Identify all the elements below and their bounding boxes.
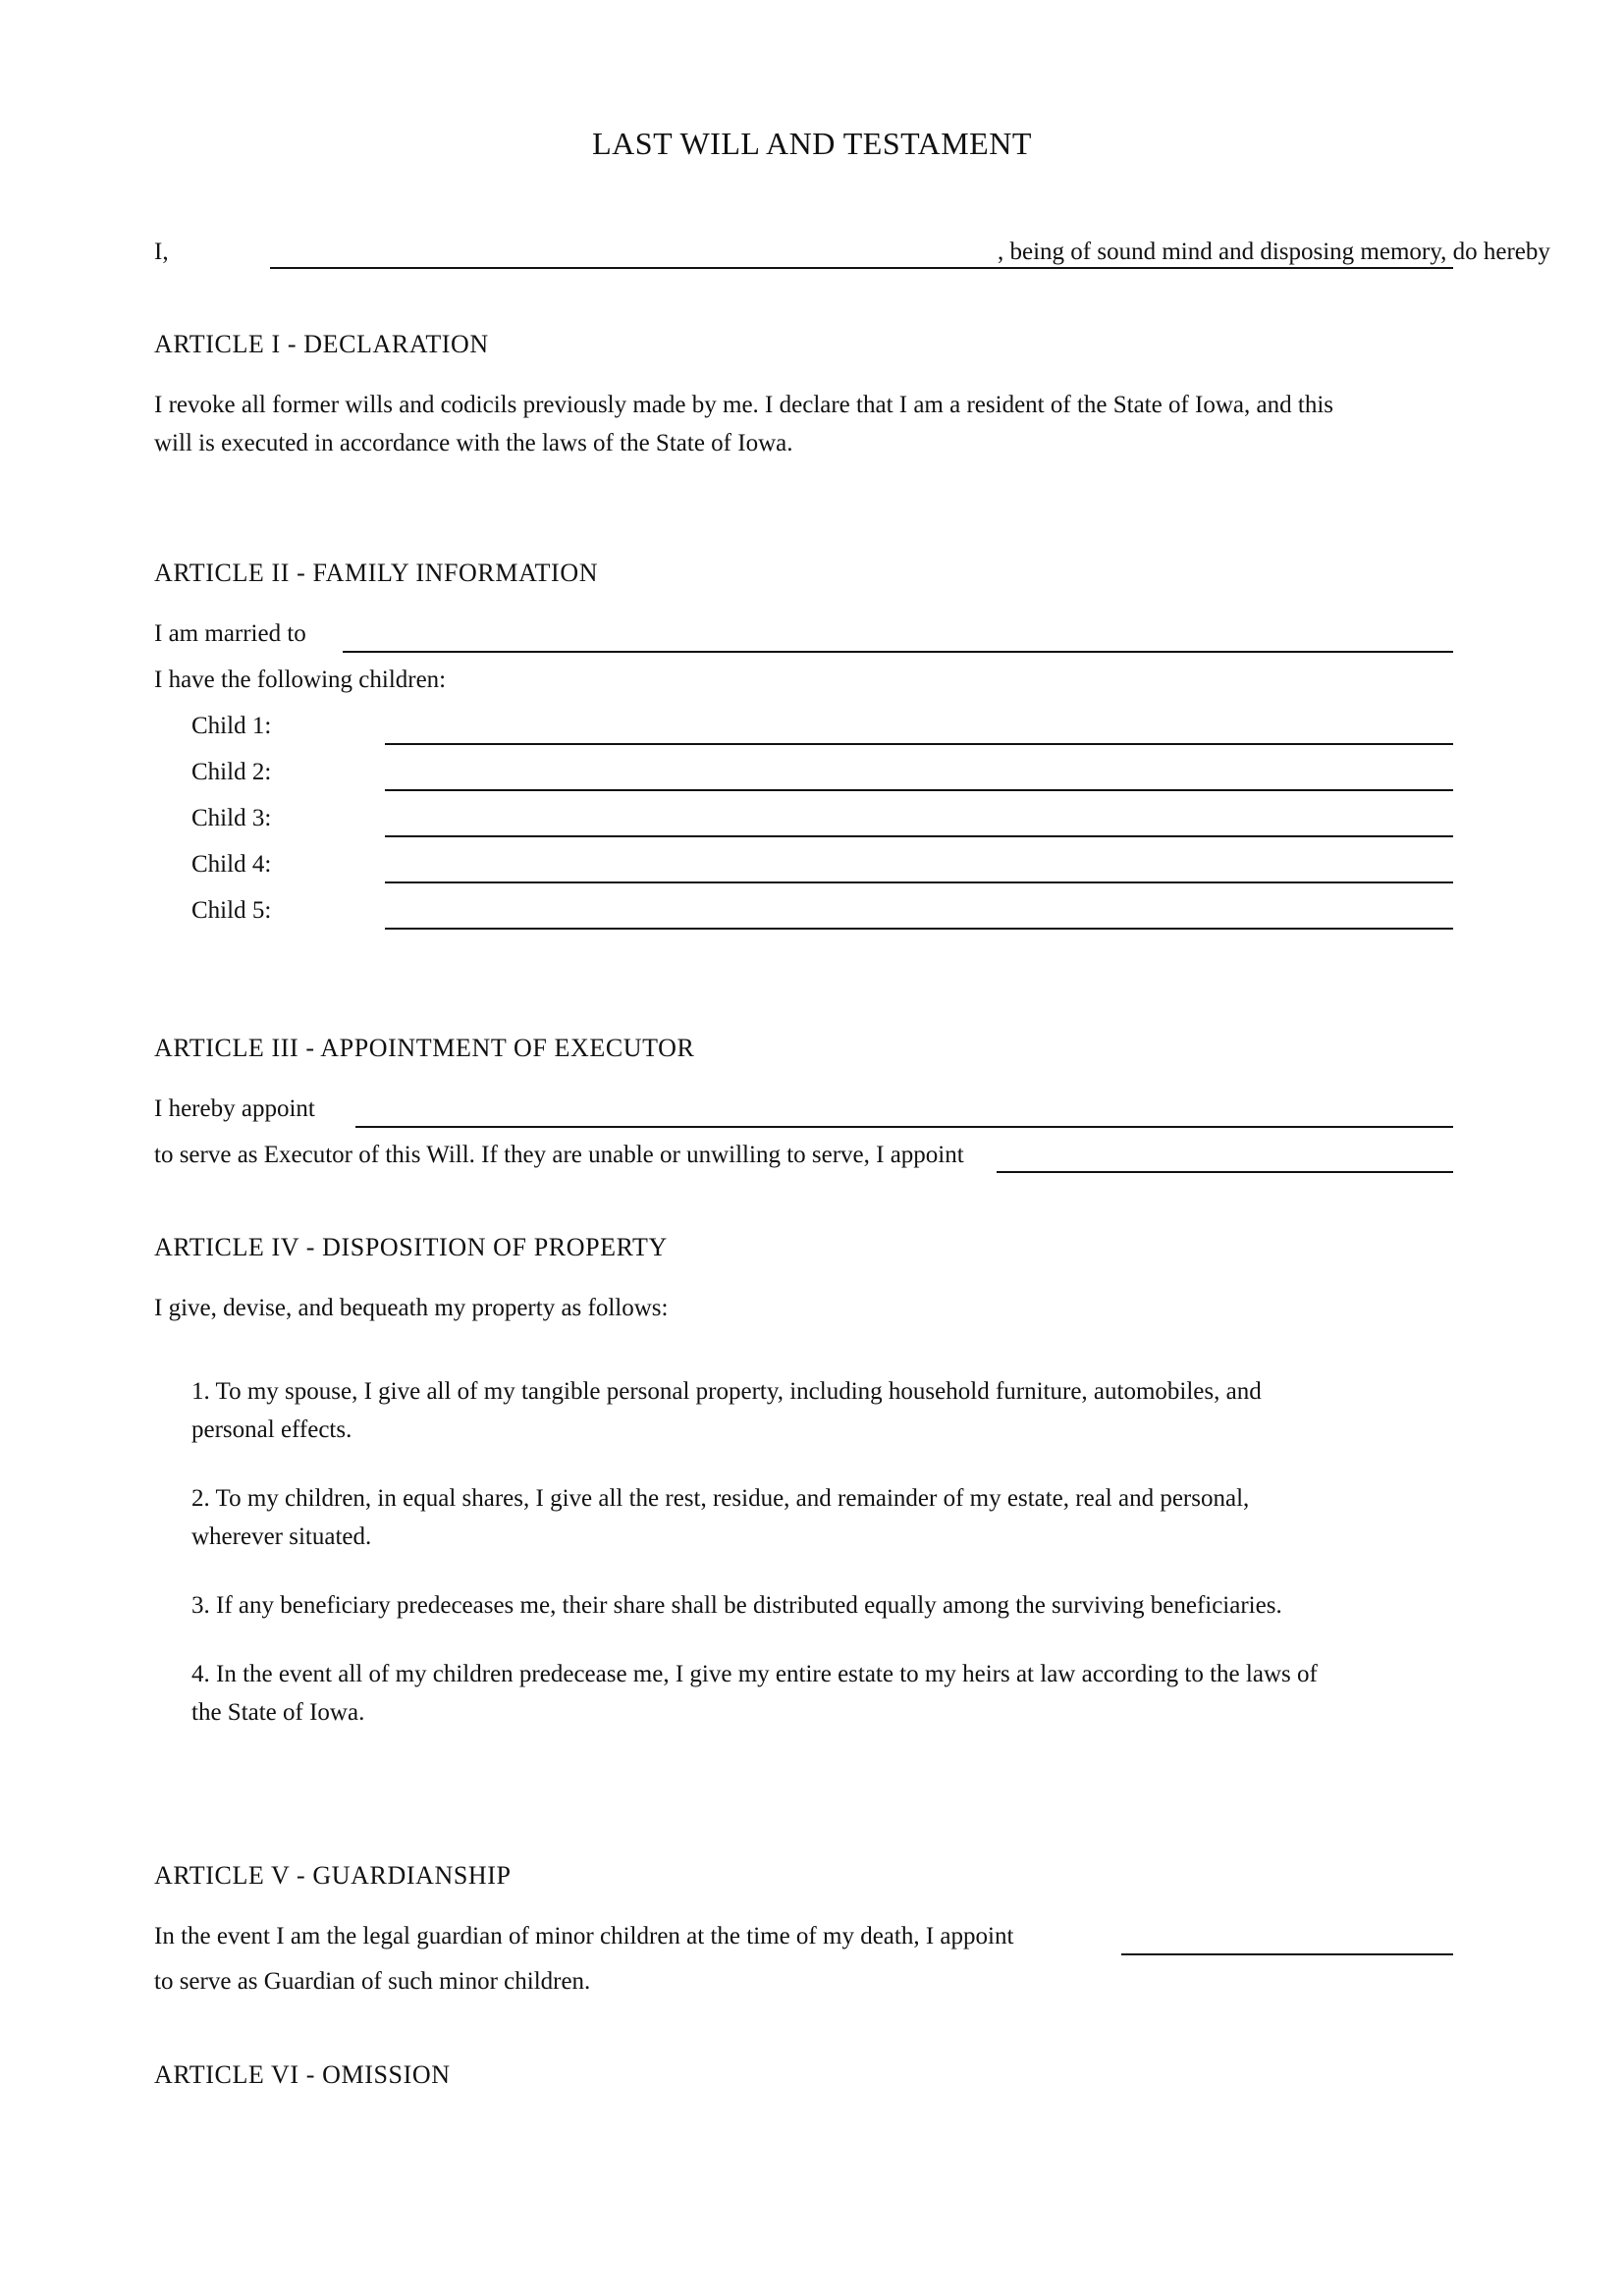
- children-label: I have the following children:: [154, 667, 447, 693]
- child-4-field[interactable]: [385, 881, 1453, 883]
- married-label: I am married to: [154, 620, 306, 647]
- document-title: LAST WILL AND TESTAMENT: [592, 126, 1032, 161]
- spouse-name-field[interactable]: [343, 651, 1453, 653]
- article-4-intro: I give, devise, and bequeath my property as follows:: [154, 1295, 669, 1321]
- child-2-label: Child 2:: [191, 759, 272, 785]
- appoint-executor-label: I hereby appoint: [154, 1095, 315, 1122]
- intro-suffix: , being of sound mind and disposing memory, do hereby: [998, 239, 1550, 265]
- article-3-heading: ARTICLE III - APPOINTMENT OF EXECUTOR: [154, 1034, 695, 1062]
- bequest-4-line-1: 4. In the event all of my children predecease me, I give my entire estate to my heirs at law according to the laws of: [191, 1661, 1318, 1687]
- article-5-heading: ARTICLE V - GUARDIANSHIP: [154, 1861, 512, 1890]
- bequest-3-line-1: 3. If any beneficiary predeceases me, their share shall be distributed equally among the surviving beneficiaries.: [191, 1592, 1282, 1619]
- bequest-1-line-2: personal effects.: [191, 1416, 352, 1443]
- article-1-text-line-2: will is executed in accordance with the laws of the State of Iowa.: [154, 430, 793, 456]
- executor-name-field[interactable]: [355, 1126, 1453, 1128]
- child-3-label: Child 3:: [191, 805, 272, 831]
- child-2-field[interactable]: [385, 789, 1453, 791]
- article-4-heading: ARTICLE IV - DISPOSITION OF PROPERTY: [154, 1233, 668, 1261]
- bequest-2-line-1: 2. To my children, in equal shares, I give all the rest, residue, and remainder of my estate, real and personal,: [191, 1485, 1250, 1512]
- child-5-label: Child 5:: [191, 897, 272, 924]
- child-3-field[interactable]: [385, 835, 1453, 837]
- child-5-field[interactable]: [385, 928, 1453, 930]
- article-1-heading: ARTICLE I - DECLARATION: [154, 330, 489, 358]
- guardian-text-line-2: to serve as Guardian of such minor children.: [154, 1968, 591, 1995]
- bequest-2-line-2: wherever situated.: [191, 1523, 372, 1550]
- guardian-name-field[interactable]: [1121, 1953, 1453, 1955]
- intro-prefix: I,: [154, 239, 169, 265]
- article-1-text-line-1: I revoke all former wills and codicils previously made by me. I declare that I am a resident of the State of Iowa, and this: [154, 392, 1333, 418]
- article-6-heading: ARTICLE VI - OMISSION: [154, 2060, 451, 2089]
- alternate-executor-text: to serve as Executor of this Will. If they are unable or unwilling to serve, I appoint: [154, 1142, 964, 1168]
- child-1-field[interactable]: [385, 743, 1453, 745]
- alternate-executor-field[interactable]: [997, 1171, 1453, 1173]
- child-4-label: Child 4:: [191, 851, 272, 878]
- bequest-1-line-1: 1. To my spouse, I give all of my tangible personal property, including household furniture, automobiles, and: [191, 1378, 1262, 1405]
- child-1-label: Child 1:: [191, 713, 272, 739]
- testator-name-field[interactable]: [270, 267, 1453, 269]
- article-2-heading: ARTICLE II - FAMILY INFORMATION: [154, 559, 599, 587]
- bequest-4-line-2: the State of Iowa.: [191, 1699, 365, 1726]
- guardian-text-line-1: In the event I am the legal guardian of minor children at the time of my death, I appoint: [154, 1923, 1014, 1949]
